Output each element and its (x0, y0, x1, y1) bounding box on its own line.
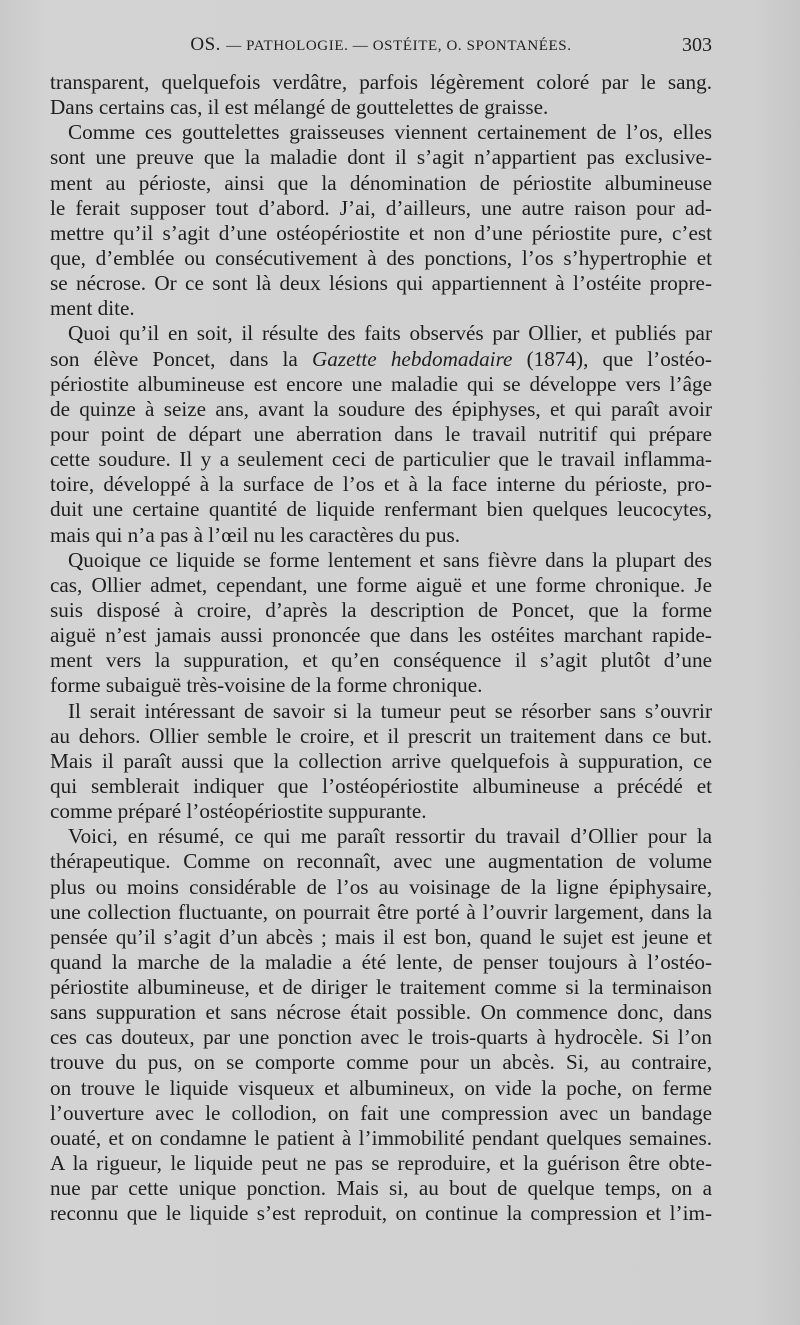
text-line: se nécrose. Or ce sont là deux lésions qui appartiennent à l’ostéite propre- (50, 271, 712, 296)
text-line: cette soudure. Il y a seulement ceci de particulier que le travail inflamma- (50, 447, 712, 472)
text-line: reconnu que le liquide s’est reproduit, on continue la compression et l’im- (50, 1201, 712, 1226)
text-line: mettre qu’il s’agit d’une ostéopériostite et non d’une périostite pure, c’est (50, 220, 712, 245)
text-line: ouaté, et on condamne le patient à l’immobilité pendant quelques semaines. (50, 1125, 712, 1150)
text-line: que, d’emblée ou consécutivement à des ponctions, l’os s’hypertrophie et (50, 245, 712, 270)
header-left-part: OS. (190, 34, 221, 55)
running-header (50, 34, 712, 64)
page-number: 303 (682, 34, 712, 56)
text-line: nue par cette unique ponction. Mais si, au bout de quelque temps, on a (50, 1176, 712, 1201)
text-line: suis disposé à croire, d’après la description de Poncet, que la forme (50, 597, 712, 622)
text-line: on trouve le liquide visqueux et albumineux, on vide la poche, on ferme (50, 1075, 712, 1100)
text-line: Il serait intéressant de savoir si la tumeur peut se résorber sans s’ouvrir (68, 698, 712, 723)
header-title: — PATHOLOGIE. — OSTÉITE, O. SPONTANÉES. (226, 38, 572, 54)
text-line: de quinze à seize ans, avant la soudure des épiphyses, et qui paraît avoir (50, 396, 712, 421)
text-line: mais qui n’a pas à l’œil nu les caractères du pus. (50, 522, 461, 547)
text-line: Voici, en résumé, ce qui me paraît ressortir du travail d’Ollier pour la (68, 824, 712, 849)
text-line: A la rigueur, le liquide peut ne pas se reproduire, et la guérison être obte- (50, 1151, 712, 1176)
text-line: sont une preuve que la maladie dont il s’agit n’appartient pas exclusive- (50, 145, 712, 170)
text-line: Quoique ce liquide se forme lentement et sans fièvre dans la plupart des (68, 547, 712, 572)
text-line: comme préparé l’ostéopériostite suppurante. (50, 799, 427, 824)
text-line: thérapeutique. Comme on reconnaît, avec une augmentation de volume (50, 849, 712, 874)
text-line: le ferait supposer tout d’abord. J’ai, d’ailleurs, une autre raison pour ad- (50, 195, 712, 220)
text-line: quand la marche de la maladie a été lente, de penser toujours à l’ostéo- (50, 949, 712, 974)
text-line: duit une certaine quantité de liquide renfermant bien quelques leucocytes, (50, 497, 712, 522)
text-line: Comme ces gouttelettes graisseuses viennent certainement de l’os, elles (68, 120, 712, 145)
text-line: périostite albumineuse, et de diriger le traitement comme si la terminaison (50, 975, 712, 1000)
text-line: son élève Poncet, dans la Gazette hebdomadaire (1874), que l’ostéo- (50, 346, 712, 371)
text-line: qui semblerait indiquer que l’ostéopériostite albumineuse a précédé et (50, 773, 712, 798)
text-line: forme subaiguë très-voisine de la forme chronique. (50, 673, 483, 698)
text-line: ces cas douteux, par une ponction avec le trois-quarts à hydrocèle. Si l’on (50, 1025, 712, 1050)
text-line: l’ouverture avec le collodion, on fait une compression avec un bandage (50, 1100, 712, 1125)
text-line: aiguë n’est jamais aussi prononcée que dans les ostéites marchant rapide- (50, 623, 712, 648)
text-line: périostite albumineuse est encore une maladie qui se développe vers l’âge (50, 371, 712, 396)
text-line: ment dite. (50, 296, 135, 321)
text-line: trouve du pus, on se comporte comme pour un abcès. Si, au contraire, (50, 1050, 712, 1075)
text-line: Mais il paraît aussi que la collection arrive quelquefois à suppuration, ce (50, 748, 712, 773)
text-line: Quoi qu’il en soit, il résulte des faits observés par Ollier, et publiés par (68, 321, 712, 346)
body-text (50, 70, 712, 1226)
text-line: Dans certains cas, il est mélangé de gouttelettes de graisse. (50, 95, 549, 120)
text-line: au dehors. Ollier semble le croire, et il prescrit un traitement dans ce but. (50, 723, 712, 748)
text-line: cas, Ollier admet, cependant, une forme aiguë et une forme chronique. Je (50, 572, 712, 597)
text-line: ment vers la suppuration, et qu’en conséquence il s’agit plutôt d’une (50, 648, 712, 673)
text-line: une collection fluctuante, on pourrait être porté à l’ouvrir largement, dans la (50, 899, 712, 924)
running-title (50, 34, 712, 56)
text-line: transparent, quelquefois verdâtre, parfois légèrement coloré par le sang. (50, 70, 712, 94)
text-line: pour point de départ une aberration dans le travail nutritif qui prépare (50, 421, 712, 446)
text-line: ment au périoste, ainsi que la dénomination de périostite albumineuse (50, 170, 712, 195)
text-line: sans suppuration et sans nécrose était possible. On commence donc, dans (50, 1000, 712, 1025)
text-line: plus ou moins considérable de l’os au voisinage de la ligne épiphysaire, (50, 874, 712, 899)
text-line: pensée qu’il s’agit d’un abcès ; mais il est bon, quand le sujet est jeune et (50, 924, 712, 949)
text-line: toire, développé à la surface de l’os et à la face interne du périoste, pro- (50, 472, 712, 497)
